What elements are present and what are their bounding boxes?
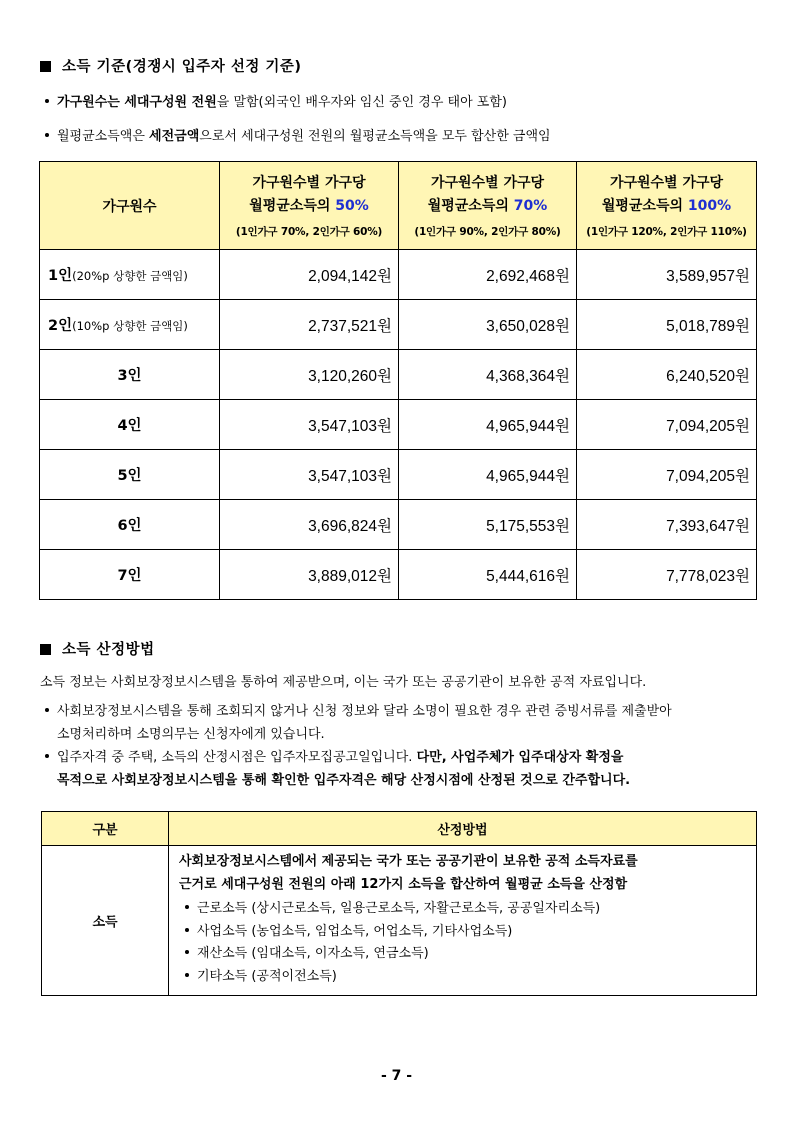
value-100: 7,393,647원 [577, 500, 757, 550]
value-50: 3,696,824원 [220, 500, 399, 550]
value-100: 7,094,205원 [577, 450, 757, 500]
value-50: 3,120,260원 [220, 350, 399, 400]
page-number: - 7 - [380, 1068, 413, 1084]
header-method: 산정방법 [169, 812, 757, 846]
value-100: 7,778,023원 [577, 550, 757, 600]
row-label: 5인 [40, 450, 220, 500]
row-label: 4인 [40, 400, 220, 450]
bullet-dot-icon [185, 973, 189, 977]
bullet-dot-icon [45, 754, 49, 758]
bullet-dot-icon [45, 99, 49, 103]
value-70: 4,965,944원 [399, 400, 577, 450]
square-bullet-icon [40, 61, 51, 72]
method-description: 사회보장정보시스템에서 제공되는 국가 또는 공공기관이 보유한 공적 소득자료를 근거로 세대구성원 전원의 아래 12가지 소득을 합산하여 월평균 소득을 산정함 근로소득 (상시근로소득, 일용근로소득, 자활근로소득, 공공일자리소득) 사업소득 (농업소득, 임업소득, 어업소득, 기타사업소득) 재산소득 (임대소득, 이자소득, 연금소득) 기타소득 (공적이전소득) [169, 846, 757, 996]
row-label: 6인 [40, 500, 220, 550]
bullet-dot-icon [45, 708, 49, 712]
header-col-70: 가구원수별 가구당 월평균소득의 70% (1인가구 90%, 2인가구 80%) [399, 162, 577, 250]
income-method-table [41, 811, 757, 996]
row-label: 1인(20%p 상향한 금액임) [40, 250, 220, 300]
value-100: 6,240,520원 [577, 350, 757, 400]
row-label: 2인(10%p 상향한 금액임) [40, 300, 220, 350]
header-col-50: 가구원수별 가구당 월평균소득의 50% (1인가구 70%, 2인가구 60%) [220, 162, 399, 250]
header-col-100: 가구원수별 가구당 월평균소득의 100% (1인가구 120%, 2인가구 110%) [577, 162, 757, 250]
row-label: 7인 [40, 550, 220, 600]
value-70: 4,368,364원 [399, 350, 577, 400]
value-100: 3,589,957원 [577, 250, 757, 300]
value-100: 7,094,205원 [577, 400, 757, 450]
income-table-header [40, 162, 757, 250]
header-category: 구분 [42, 812, 169, 846]
table-row [42, 846, 757, 996]
bullet-dot-icon [185, 905, 189, 909]
bullet-household-members: 가구원수는 세대구성원 전원을 말함(외국인 배우자와 임신 중인 경우 태아 포함) [41, 91, 507, 110]
value-50: 3,547,103원 [220, 450, 399, 500]
table-row [40, 550, 757, 600]
value-50: 2,094,142원 [220, 250, 399, 300]
value-70: 5,444,616원 [399, 550, 577, 600]
bullet-dot-icon [185, 950, 189, 954]
value-70: 4,965,944원 [399, 450, 577, 500]
row-label-income: 소득 [42, 846, 169, 996]
list-item: 근로소득 (상시근로소득, 일용근로소득, 자활근로소득, 공공일자리소득) [179, 898, 746, 921]
bullet-calculation-timing: 입주자격 중 주택, 소득의 산정시점은 입주자모집공고일입니다. 다만, 사업주체가 입주대상자 확정을 목적으로 사회보장정보시스템을 통해 확인한 입주자격은 해당 산정시점에 산정된 것으로 간주합니다. [41, 746, 630, 792]
value-50: 3,547,103원 [220, 400, 399, 450]
list-item: 재산소득 (임대소득, 이자소득, 연금소득) [179, 943, 746, 966]
square-bullet-icon [40, 644, 51, 655]
section-title-income-criteria: 소득 기준(경쟁시 입주자 선정 기준) [40, 55, 302, 76]
table-row [40, 250, 757, 300]
table-row [40, 350, 757, 400]
bullet-verification: 사회보장정보시스템을 통해 조회되지 않거나 신청 정보와 달라 소명이 필요한 경우 관련 증빙서류를 제출받아 소명처리하며 소명의무는 신청자에게 있습니다. [41, 700, 672, 746]
value-70: 5,175,553원 [399, 500, 577, 550]
table-row [40, 450, 757, 500]
header-household-size: 가구원수 [40, 162, 220, 250]
bullet-dot-icon [45, 133, 49, 137]
table-row [40, 300, 757, 350]
table-row [40, 500, 757, 550]
value-50: 2,737,521원 [220, 300, 399, 350]
row-label: 3인 [40, 350, 220, 400]
value-70: 3,650,028원 [399, 300, 577, 350]
income-standard-table [39, 161, 757, 600]
list-item: 사업소득 (농업소득, 임업소득, 어업소득, 기타사업소득) [179, 921, 746, 944]
table-row [40, 400, 757, 450]
value-70: 2,692,468원 [399, 250, 577, 300]
section-title-income-method: 소득 산정방법 [40, 638, 155, 659]
bullet-monthly-income: 월평균소득액은 세전금액으로서 세대구성원 전원의 월평균소득액을 모두 합산한 금액임 [41, 125, 551, 144]
value-100: 5,018,789원 [577, 300, 757, 350]
list-item: 기타소득 (공적이전소득) [179, 966, 746, 989]
method-table-header [42, 812, 757, 846]
bullet-dot-icon [185, 928, 189, 932]
value-50: 3,889,012원 [220, 550, 399, 600]
income-info-intro: 소득 정보는 사회보장정보시스템을 통하여 제공받으며, 이는 국가 또는 공공기관이 보유한 공적 자료입니다. [40, 675, 647, 690]
